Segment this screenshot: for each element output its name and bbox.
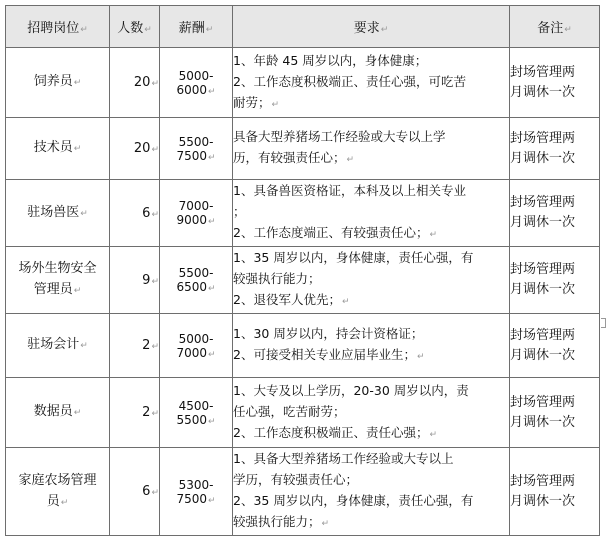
requirement-line: 历，有较强责任心；↵ bbox=[233, 150, 355, 165]
remark-cell bbox=[510, 180, 600, 247]
paragraph-mark-icon: ↵ bbox=[341, 297, 350, 307]
remark-text: 月调休一次 bbox=[510, 347, 576, 363]
remark-text: 封场管理两 bbox=[510, 394, 576, 410]
requirement-line: 较强执行能力； bbox=[233, 271, 321, 286]
remark-text: 月调休一次 bbox=[510, 215, 576, 230]
position-text: 饲养员↵ bbox=[33, 74, 82, 89]
requirements-cell bbox=[233, 247, 510, 314]
paragraph-mark-icon: ↵ bbox=[321, 519, 330, 529]
count-text: 20 bbox=[133, 75, 151, 90]
remark-text: 月调休一次 bbox=[510, 493, 576, 509]
paragraph-mark-icon: ↵ bbox=[380, 25, 389, 35]
paragraph-mark-icon: ↵ bbox=[151, 488, 159, 498]
count-text: 2 bbox=[142, 405, 151, 420]
requirement-line: 1、具备大型养猪场工作经验或大专以上 bbox=[233, 451, 454, 466]
salary-text: 5500-7500 bbox=[176, 134, 214, 163]
remark-text: 封场管理两 bbox=[510, 130, 576, 146]
count-cell bbox=[110, 180, 160, 247]
position-text: 驻场兽医↵ bbox=[27, 204, 88, 220]
requirement-line: 较强执行能力；↵ bbox=[233, 514, 330, 529]
remark-cell bbox=[510, 247, 600, 314]
paragraph-mark-icon: ↵ bbox=[429, 429, 438, 440]
position-text: 管理员↵ bbox=[33, 282, 82, 297]
paragraph-mark-icon: ↵ bbox=[151, 79, 159, 89]
paragraph-mark-icon: ↵ bbox=[73, 78, 82, 88]
requirement-line: 1、35 周岁以内，身体健康，责任心强，有 bbox=[233, 250, 474, 265]
salary-text: 5000-6000 bbox=[176, 68, 214, 97]
requirement-line: 2、可接受相关专业应届毕业生；↵ bbox=[233, 347, 425, 362]
paragraph-mark-icon: ↵ bbox=[208, 416, 216, 427]
requirement-line: 2、退役军人优先；↵ bbox=[233, 292, 350, 307]
header-salary bbox=[160, 6, 233, 48]
remark-text: 封场管理两 bbox=[510, 195, 576, 210]
salary-cell bbox=[160, 378, 233, 448]
count-text: 20 bbox=[133, 141, 151, 156]
remark-text: 月调休一次 bbox=[510, 414, 576, 430]
paragraph-mark-icon: ↵ bbox=[80, 341, 88, 351]
position-cell bbox=[6, 118, 110, 180]
position-cell bbox=[6, 180, 110, 247]
position-text: 场外生物安全 bbox=[18, 261, 97, 276]
position-cell bbox=[6, 378, 110, 448]
paragraph-mark-icon: ↵ bbox=[416, 352, 425, 362]
paragraph-mark-icon: ↵ bbox=[60, 497, 69, 508]
remark-text: 封场管理两 bbox=[510, 327, 576, 343]
header-salary-label: 薪酬 bbox=[178, 21, 205, 36]
salary-text: 5300-7500 bbox=[176, 477, 214, 506]
requirement-line: 2、工作态度积极端正、责任心强，可吃苦 bbox=[233, 73, 466, 89]
header-requirements-label: 要求 bbox=[353, 21, 380, 36]
count-text: 2 bbox=[142, 338, 151, 353]
remark-text: 月调休一次 bbox=[510, 150, 576, 166]
requirement-line: 1、大专及以上学历，20-30 周岁以内，责 bbox=[233, 382, 469, 398]
requirements-cell bbox=[233, 48, 510, 118]
paragraph-mark-icon: ↵ bbox=[73, 286, 82, 296]
remark-text: 月调休一次 bbox=[510, 84, 576, 100]
remark-text: 封场管理两 bbox=[510, 64, 576, 80]
header-position bbox=[6, 6, 110, 48]
paragraph-mark-icon: ↵ bbox=[151, 276, 159, 287]
requirements-cell bbox=[233, 180, 510, 247]
table-resize-marker-icon bbox=[601, 318, 606, 328]
table-row bbox=[6, 180, 600, 247]
salary-cell bbox=[160, 247, 233, 314]
requirements-cell bbox=[233, 314, 510, 378]
remark-text: 封场管理两 bbox=[510, 473, 576, 489]
header-position-label: 招聘岗位 bbox=[27, 21, 80, 36]
table-header-row bbox=[6, 6, 600, 48]
position-text: 技术员↵ bbox=[33, 140, 82, 155]
paragraph-mark-icon: ↵ bbox=[151, 342, 159, 352]
salary-cell bbox=[160, 180, 233, 247]
salary-text: 5500-6500 bbox=[176, 266, 214, 294]
salary-text: 5000-7000 bbox=[176, 331, 214, 360]
remark-cell bbox=[510, 118, 600, 180]
count-cell bbox=[110, 118, 160, 180]
remark-cell bbox=[510, 48, 600, 118]
paragraph-mark-icon: ↵ bbox=[151, 209, 159, 220]
salary-text: 7000-9000 bbox=[176, 199, 214, 227]
remark-cell bbox=[510, 448, 600, 536]
paragraph-mark-icon: ↵ bbox=[73, 408, 82, 418]
header-remark-label: 备注 bbox=[537, 21, 564, 36]
requirement-line: 1、30 周岁以内，持会计资格证； bbox=[233, 326, 424, 341]
paragraph-mark-icon: ↵ bbox=[80, 208, 88, 219]
paragraph-mark-icon: ↵ bbox=[208, 349, 216, 360]
paragraph-mark-icon: ↵ bbox=[144, 25, 152, 35]
header-requirements bbox=[233, 6, 510, 48]
paragraph-mark-icon: ↵ bbox=[564, 25, 572, 35]
requirement-line: 1、年龄 45 周岁以内，身体健康； bbox=[233, 52, 428, 68]
paragraph-mark-icon: ↵ bbox=[151, 145, 159, 155]
paragraph-mark-icon: ↵ bbox=[208, 284, 216, 294]
header-count bbox=[110, 6, 160, 48]
position-text: 数据员↵ bbox=[33, 404, 82, 419]
position-cell bbox=[6, 48, 110, 118]
position-text: 员↵ bbox=[46, 493, 69, 509]
count-cell bbox=[110, 378, 160, 448]
remark-text: 月调休一次 bbox=[510, 282, 576, 297]
paragraph-mark-icon: ↵ bbox=[208, 86, 216, 97]
paragraph-mark-icon: ↵ bbox=[429, 230, 438, 240]
paragraph-mark-icon: ↵ bbox=[208, 217, 216, 227]
requirement-line: 任心强，吃苦耐劳； bbox=[233, 403, 346, 419]
table-row bbox=[6, 48, 600, 118]
position-text: 家庭农场管理 bbox=[18, 472, 97, 488]
requirement-line: 耐劳；↵ bbox=[233, 94, 280, 110]
position-cell bbox=[6, 448, 110, 536]
requirement-line: 1、具备兽医资格证，本科及以上相关专业 bbox=[233, 183, 466, 198]
table-row bbox=[6, 448, 600, 536]
requirement-line: 2、35 周岁以内，身体健康，责任心强，有 bbox=[233, 493, 474, 508]
table-row bbox=[6, 314, 600, 378]
count-cell bbox=[110, 314, 160, 378]
count-cell bbox=[110, 247, 160, 314]
paragraph-mark-icon: ↵ bbox=[271, 99, 280, 110]
table-row bbox=[6, 378, 600, 448]
remark-cell bbox=[510, 314, 600, 378]
count-cell bbox=[110, 448, 160, 536]
table-row bbox=[6, 247, 600, 314]
count-text: 9 bbox=[142, 272, 151, 288]
requirements-cell bbox=[233, 448, 510, 536]
requirements-cell bbox=[233, 378, 510, 448]
requirements-cell bbox=[233, 118, 510, 180]
paragraph-mark-icon: ↵ bbox=[208, 495, 216, 506]
requirement-line: 具备大型养猪场工作经验或大专以上学 bbox=[233, 129, 446, 144]
count-text: 6 bbox=[142, 205, 151, 221]
paragraph-mark-icon: ↵ bbox=[205, 25, 214, 35]
position-text: 驻场会计↵ bbox=[27, 337, 88, 352]
salary-cell bbox=[160, 118, 233, 180]
requirement-line: 2、工作态度端正、有较强责任心；↵ bbox=[233, 225, 438, 240]
table-body bbox=[6, 48, 600, 536]
requirement-line: 学历，有较强责任心； bbox=[233, 472, 359, 487]
salary-cell bbox=[160, 314, 233, 378]
requirement-line: ； bbox=[233, 204, 246, 219]
header-remark bbox=[510, 6, 600, 48]
requirement-line: 2、工作态度积极端正、责任心强；↵ bbox=[233, 424, 438, 440]
paragraph-mark-icon: ↵ bbox=[80, 25, 88, 35]
position-cell bbox=[6, 314, 110, 378]
header-count-label: 人数 bbox=[117, 21, 144, 36]
count-cell bbox=[110, 48, 160, 118]
paragraph-mark-icon: ↵ bbox=[346, 155, 355, 165]
paragraph-mark-icon: ↵ bbox=[151, 409, 159, 419]
paragraph-mark-icon: ↵ bbox=[208, 152, 216, 163]
salary-cell bbox=[160, 48, 233, 118]
remark-text: 封场管理两 bbox=[510, 262, 576, 277]
salary-cell bbox=[160, 448, 233, 536]
table-row bbox=[6, 118, 600, 180]
salary-text: 4500-5500 bbox=[176, 398, 214, 427]
paragraph-mark-icon: ↵ bbox=[73, 144, 82, 154]
count-text: 6 bbox=[142, 484, 151, 499]
recruitment-table bbox=[5, 5, 600, 536]
remark-cell bbox=[510, 378, 600, 448]
position-cell bbox=[6, 247, 110, 314]
